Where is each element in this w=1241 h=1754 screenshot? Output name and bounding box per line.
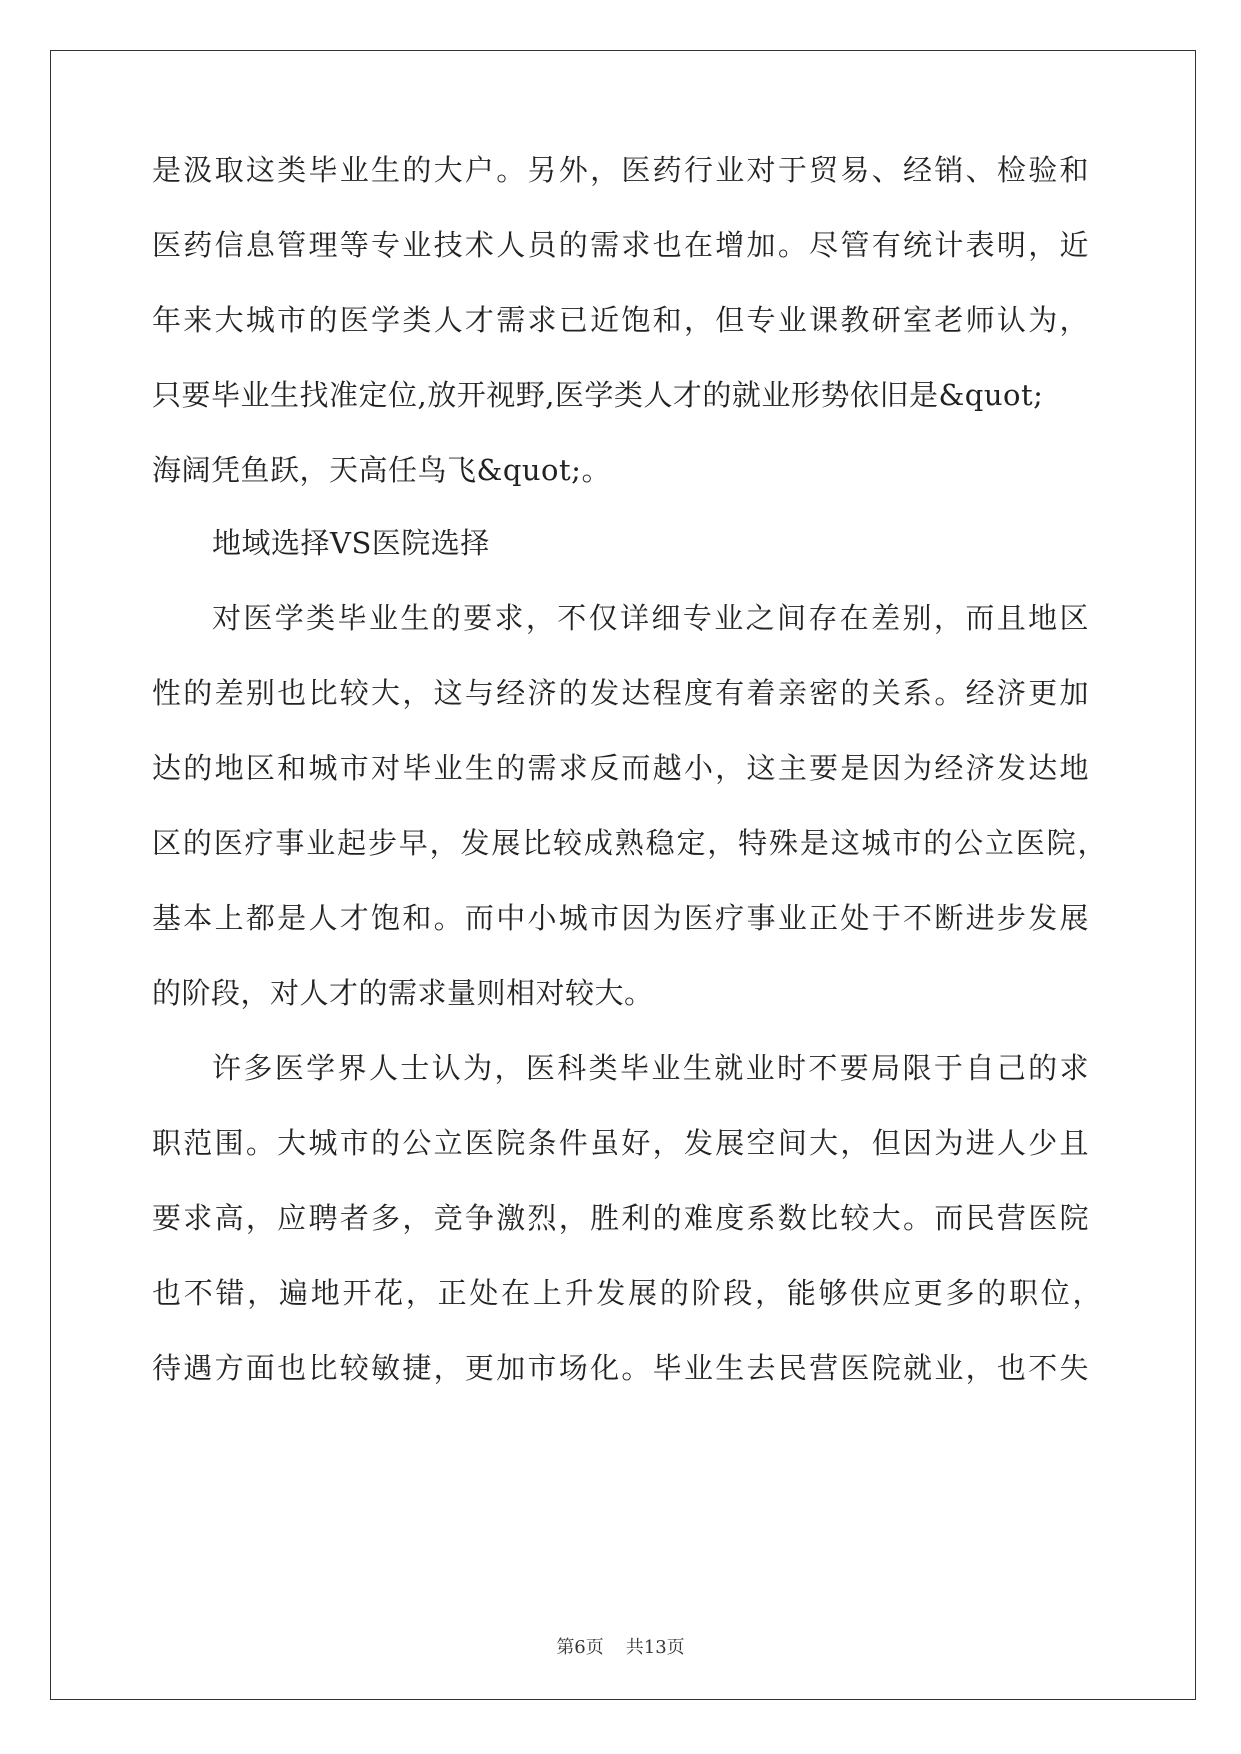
page-total: 共13页 bbox=[625, 1637, 685, 1658]
page-border bbox=[50, 50, 1196, 1700]
text-line: 医药信息管理等专业技术人员的需求也在增加。尽管有统计表明，近 bbox=[152, 228, 1089, 262]
text-line: 是汲取这类毕业生的大户。另外，医药行业对于贸易、经销、检验和 bbox=[152, 153, 1089, 187]
text-line: 达的地区和城市对毕业生的需求反而越小，这主要是因为经济发达地 bbox=[152, 751, 1089, 785]
text-line: 只要毕业生找准定位,放开视野,医学类人才的就业形势依旧是&quot; bbox=[152, 378, 1044, 412]
text-line: 区的医疗事业起步早，发展比较成熟稳定，特殊是这城市的公立医院， bbox=[152, 826, 1107, 860]
text-line: 职范围。大城市的公立医院条件虽好，发展空间大，但因为进人少且 bbox=[152, 1126, 1089, 1160]
text-line: 的阶段，对人才的需求量则相对较大。 bbox=[152, 976, 654, 1010]
page-number: 第6页 bbox=[556, 1637, 604, 1658]
text-line: 基本上都是人才饱和。而中小城市因为医疗事业正处于不断进步发展 bbox=[152, 901, 1089, 935]
text-line: 待遇方面也比较敏捷，更加市场化。毕业生去民营医院就业，也不失 bbox=[152, 1351, 1089, 1385]
text-line: 年来大城市的医学类人才需求已近饱和，但专业课教研室老师认为， bbox=[152, 303, 1089, 337]
text-line: 海阔凭鱼跃，天高任鸟飞&quot;。 bbox=[152, 453, 611, 487]
paragraph-first-line: 许多医学界人士认为，医科类毕业生就业时不要局限于自己的求 bbox=[212, 1051, 1089, 1085]
page-footer bbox=[0, 1636, 1241, 1660]
paragraph-first-line: 对医学类毕业生的要求，不仅详细专业之间存在差别，而且地区 bbox=[212, 601, 1089, 635]
text-line: 要求高，应聘者多，竞争激烈，胜利的难度系数比较大。而民营医院 bbox=[152, 1201, 1089, 1235]
section-heading: 地域选择VS医院选择 bbox=[212, 526, 490, 560]
text-line: 性的差别也比较大，这与经济的发达程度有着亲密的关系。经济更加 bbox=[152, 676, 1089, 710]
text-line: 也不错，遍地开花，正处在上升发展的阶段，能够供应更多的职位， bbox=[152, 1276, 1102, 1310]
